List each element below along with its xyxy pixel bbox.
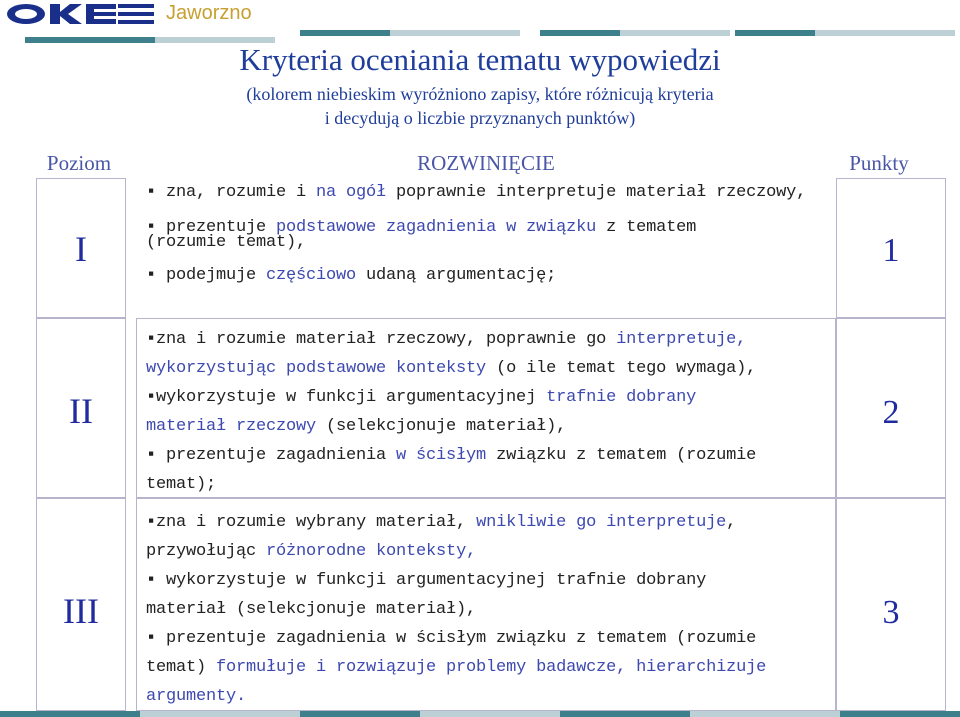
highlighted-text: częściowo	[266, 266, 357, 285]
row-3-level: III	[63, 591, 99, 631]
criteria-line	[146, 383, 756, 412]
criteria-text: ,	[726, 513, 737, 532]
criteria-line	[146, 624, 766, 653]
row-1-criteria	[146, 178, 806, 290]
criteria-text: ▪ zna, rozumie i	[146, 183, 317, 202]
highlighted-text: w ścisłym	[396, 446, 487, 465]
page-title: Kryteria oceniania tematu wypowiedzi	[239, 42, 721, 77]
highlighted-text: wnikliwie go interpretuje	[476, 513, 727, 532]
criteria-text: ▪ prezentuje zagadnienia w ścisłym związku z tematem (rozumie	[146, 629, 757, 648]
criteria-text: z tematem	[596, 218, 697, 237]
header-points: Punkty	[849, 151, 909, 175]
criteria-line	[146, 595, 766, 624]
criteria-text: temat)	[146, 658, 217, 677]
criteria-text: ▪wykorzystuje w funkcji argumentacyjnej	[146, 388, 547, 407]
highlighted-text: materiał rzeczowy	[146, 417, 317, 436]
criteria-text: ▪ prezentuje	[146, 218, 277, 237]
row-2-level: II	[69, 391, 93, 431]
highlighted-text: różnorodne konteksty,	[266, 542, 477, 561]
criteria-line	[146, 325, 756, 354]
row-2-criteria	[146, 325, 756, 499]
criteria-line	[146, 508, 766, 537]
highlighted-text: podstawowe zagadnienia w związku	[276, 218, 597, 237]
subtitle-line-2: i decydują o liczbie przyznanych punktów)	[324, 108, 636, 128]
highlighted-text: trafnie dobrany	[546, 388, 697, 407]
criteria-line	[146, 412, 756, 441]
criteria-text: ▪zna i rozumie wybrany materiał,	[146, 513, 477, 532]
criteria-text: temat);	[146, 475, 217, 494]
criteria-text: ▪ podejmuje	[146, 266, 267, 285]
criteria-text: poprawnie interpretuje materiał rzeczowy,	[386, 183, 807, 202]
criteria-line	[146, 470, 756, 499]
highlighted-text: wykorzystując podstawowe konteksty	[146, 359, 487, 378]
criteria-line	[146, 682, 766, 711]
row-1-level: I	[75, 229, 87, 269]
highlighted-text: interpretuje,	[616, 330, 747, 349]
oke-logo	[6, 2, 156, 26]
highlighted-text: na ogół	[316, 183, 387, 202]
criteria-text: (o ile temat tego wymaga),	[486, 359, 757, 378]
footer-stripes	[0, 711, 960, 717]
criteria-line	[146, 441, 756, 470]
criteria-text: materiał (selekcjonuje materiał),	[146, 600, 477, 619]
criteria-text: ▪ wykorzystuje w funkcji argumentacyjnej trafnie dobrany	[146, 571, 707, 590]
criteria-text: związku z tematem (rozumie	[486, 446, 757, 465]
criteria-line	[146, 566, 766, 595]
highlighted-text: formułuje i rozwiązuje problemy badawcze, hierarchizuje	[216, 658, 767, 677]
criteria-line	[146, 653, 766, 682]
criteria-line	[146, 537, 766, 566]
highlighted-text: argumenty.	[146, 687, 247, 706]
header-development: ROZWINIĘCIE	[417, 151, 555, 175]
criteria-text: ▪zna i rozumie materiał rzeczowy, poprawnie go	[146, 330, 617, 349]
criteria-text: udaną argumentację;	[356, 266, 557, 285]
subtitle-line-1: (kolorem niebieskim wyróżniono zapisy, które różnicują kryteria	[246, 84, 714, 104]
criteria-text: przywołując	[146, 542, 267, 561]
criteria-line	[146, 178, 806, 207]
criteria-line	[146, 261, 806, 290]
row-3-criteria	[146, 508, 766, 711]
criteria-text: (selekcjonuje materiał),	[316, 417, 567, 436]
criteria-line	[146, 354, 756, 383]
criteria-text: (rozumie temat),	[146, 233, 307, 252]
city-name: Jaworzno	[166, 2, 252, 24]
row-1-points: 1	[882, 232, 900, 269]
criteria-text: ▪ prezentuje zagadnienia	[146, 446, 397, 465]
row-3-points: 3	[882, 594, 900, 631]
header-level: Poziom	[46, 151, 112, 175]
row-2-points: 2	[882, 394, 900, 431]
